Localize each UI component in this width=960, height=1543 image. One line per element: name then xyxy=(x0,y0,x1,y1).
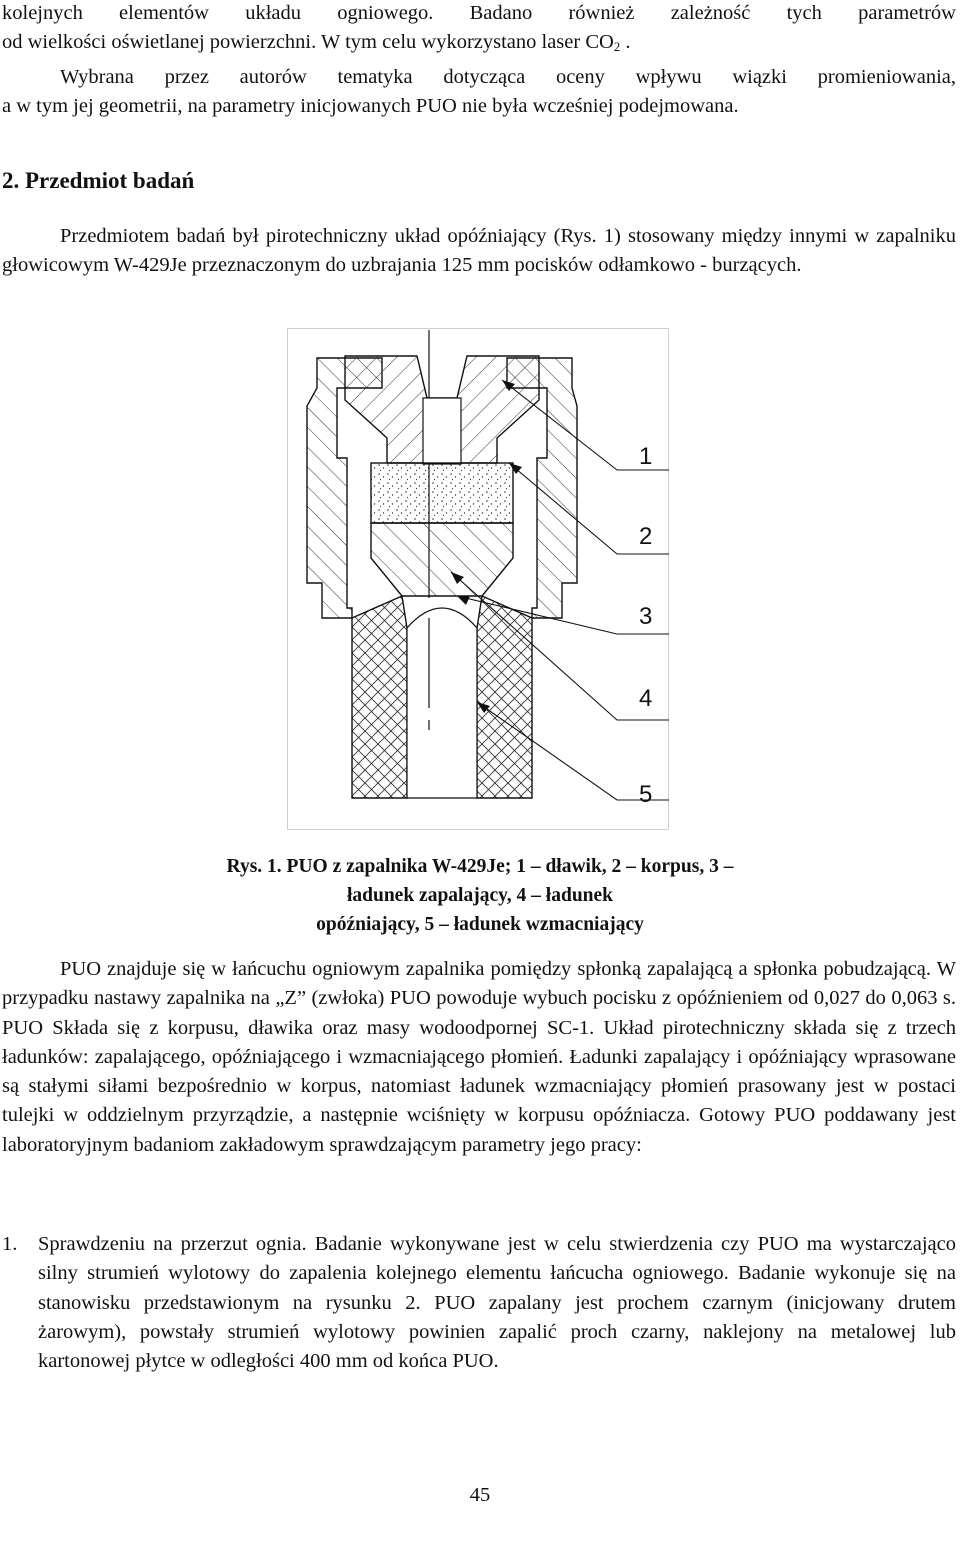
paragraph-subject: Przedmiotem badań był pirotechniczny układ opóźniający (Rys. 1) stosowany między innymi w zapalniku głowicowym W-429Je przeznaczonym do uzbrajania 125 mm pocisków odłamkowo - burzących. xyxy=(2,225,956,277)
callout-4: 4 xyxy=(639,685,653,712)
figure-puo-cross-section xyxy=(287,328,669,830)
page-number: 45 xyxy=(469,1484,491,1506)
charge-igniting xyxy=(371,463,513,523)
caption-line-1: Rys. 1. PUO z zapalnika W-429Je; 1 – dławik, 2 – korpus, 3 – ładunek zapalający, 4 – ładunek xyxy=(226,856,734,906)
section-heading: 2. Przedmiot badań xyxy=(2,168,195,193)
intro-line-4: a w tym jej geometrii, na parametry inicjowanych PUO nie była wcześniej podejmowana. xyxy=(2,95,739,118)
caption-line-2: opóźniający, 5 – ładunek wzmacniający xyxy=(316,914,644,935)
intro-line-1: kolejnych elementów układu ogniowego. Badano również zależność tych parametrów xyxy=(2,2,956,24)
co2-subscript: 2 xyxy=(613,40,621,55)
list-item-text: Sprawdzeniu na przerzut ognia. Badanie wykonywane jest w celu stwierdzenia czy PUO ma wystarczająco silny strumień wylotowy do zapalenia kolejnego elementu łańcucha ogniowego. Badanie wykonuje się na stanowisku przedstawionym na rysunku 2. PUO zapalany jest prochem czarnym (inicjowany drutem żarowym), powstały strumień wylotowy powinien zapalić proch czarny, naklejony na metalowej lub kartonowej płytce w odległości 400 mm od końca PUO. xyxy=(38,1233,956,1373)
callout-2: 2 xyxy=(639,523,653,550)
list-item xyxy=(2,1230,956,1376)
booster-channel xyxy=(407,608,477,798)
intro-line-3: Wybrana przez autorów tematyka dotycząca oceny wpływu wiązki promieniowania, xyxy=(60,65,956,88)
charge-booster-right xyxy=(477,596,532,798)
charge-delay xyxy=(371,523,513,596)
callout-3: 3 xyxy=(639,603,653,630)
charge-booster-left xyxy=(352,596,407,798)
list-item-number: 1. xyxy=(2,1233,18,1255)
paragraph-description: PUO znajduje się w łańcuchu ogniowym zapalnika pomiędzy spłonką zapalającą a spłonka pobudzającą. W przypadku nastawy zapalnika na „Z” (zwłoka) PUO powoduje wybuch pocisku z opóźnieniem od 0,027 do 0,063 s. PUO Składa się z korpusu, dławika oraz masy wodoodpornej SC-1. Układ pirotechniczny składa się z trzech ładunków: zapalającego, opóźniającego i wzmacniającego płomień. Ładunki zapalający i opóźniający wprasowane są stałymi siłami bezpośrednio w korpus, natomiast ładunek wzmacniający płomień prasowany jest w postaci tulejki w oddzielnym przyrządzie, a następnie wciśnięty w korpusu opóźniacza. Gotowy PUO poddawany jest laboratoryjnym badaniom zakładowym sprawdzającym parametry jego pracy: xyxy=(2,958,956,1156)
intro-line-2 xyxy=(2,28,956,62)
test-list xyxy=(2,1230,956,1376)
figure-caption xyxy=(200,852,760,939)
intro-line-2-end: . xyxy=(620,31,631,54)
callout-5: 5 xyxy=(639,781,653,808)
intro-paragraph xyxy=(2,0,956,121)
callout-1: 1 xyxy=(639,443,653,470)
intro-line-2-text: od wielkości oświetlanej powierzchni. W tym celu wykorzystano laser CO xyxy=(2,31,614,54)
plug-channel xyxy=(423,398,461,464)
